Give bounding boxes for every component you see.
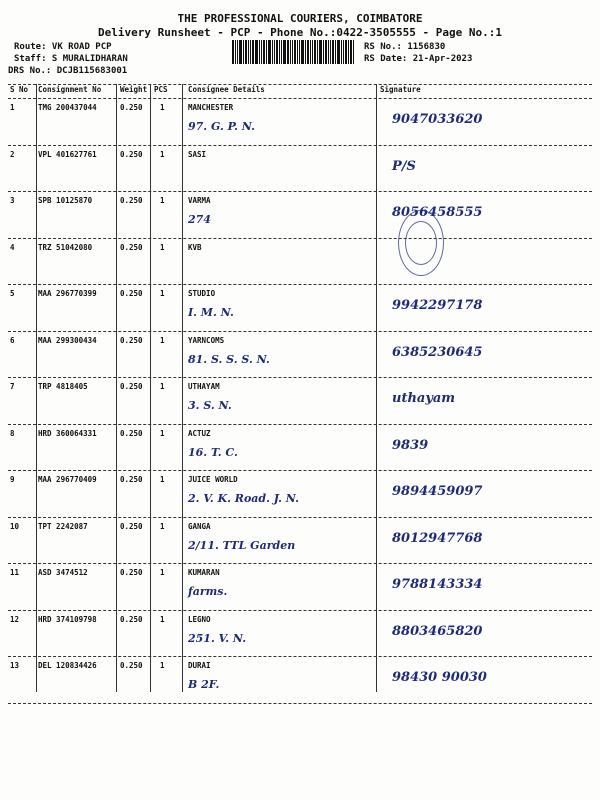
staff-label: Staff: S MURALIDHARAN bbox=[14, 54, 128, 64]
signature-text: 9942297178 bbox=[392, 298, 483, 313]
company-title: THE PROFESSIONAL COURIERS, COIMBATORE bbox=[177, 12, 423, 25]
cell-weight: 0.250 bbox=[120, 661, 143, 670]
cell-weight: 0.250 bbox=[120, 475, 143, 484]
cell-weight: 0.250 bbox=[120, 196, 143, 205]
table-row bbox=[8, 377, 592, 425]
cell-weight: 0.250 bbox=[120, 568, 143, 577]
cell-consignment: HRD 374109798 bbox=[38, 614, 97, 624]
table-row bbox=[8, 610, 592, 658]
cell-weight: 0.250 bbox=[120, 382, 143, 391]
table-row bbox=[8, 191, 592, 239]
cell-consignee: KUMARAN bbox=[188, 568, 220, 577]
cell-consignee: LEGNO bbox=[188, 614, 211, 624]
cell-consignment: TRZ 51042080 bbox=[38, 242, 93, 252]
cell-pcs: 1 bbox=[160, 521, 165, 531]
col-consignment: Consignment No bbox=[38, 85, 102, 94]
cell-consignment: TRP 4818405 bbox=[38, 382, 88, 391]
col-consignee: Consignee Details bbox=[188, 85, 265, 94]
table-row bbox=[8, 331, 592, 379]
handwritten-address: 274 bbox=[188, 213, 211, 226]
cell-sno: 13 bbox=[10, 661, 20, 670]
table-row bbox=[8, 284, 592, 332]
cell-consignment: DEL 120834426 bbox=[38, 661, 97, 670]
cell-pcs: 1 bbox=[160, 475, 165, 484]
table-header bbox=[8, 84, 592, 98]
rs-date: RS Date: 21-Apr-2023 bbox=[364, 54, 473, 64]
row-separator bbox=[8, 703, 592, 704]
cell-weight: 0.250 bbox=[120, 149, 143, 159]
cell-consignment: MAA 296770399 bbox=[38, 289, 97, 298]
cell-consignee: STUDIO bbox=[188, 289, 216, 298]
cell-pcs: 1 bbox=[160, 568, 165, 577]
table-row bbox=[8, 238, 592, 286]
signature-text: 6385230645 bbox=[392, 344, 483, 360]
col-pcs: PCS bbox=[154, 85, 168, 94]
cell-pcs: 1 bbox=[160, 196, 165, 205]
cell-pcs: 1 bbox=[160, 103, 165, 112]
handwritten-address: B 2F. bbox=[188, 678, 220, 691]
handwritten-address: 251. V. N. bbox=[188, 631, 247, 645]
handwritten-address: 97. G. P. N. bbox=[188, 120, 255, 133]
col-sno: S No bbox=[10, 85, 29, 94]
drs-label: DRS No.: DCJB115683001 bbox=[8, 66, 128, 76]
cell-consignee: GANGA bbox=[188, 521, 211, 531]
cell-weight: 0.250 bbox=[120, 103, 143, 112]
cell-sno: 6 bbox=[10, 335, 15, 345]
cell-pcs: 1 bbox=[160, 242, 165, 252]
cell-sno: 1 bbox=[10, 103, 15, 112]
signature-text: 9839 bbox=[392, 437, 429, 453]
handwritten-address: I. M. N. bbox=[188, 306, 234, 319]
cell-sno: 8 bbox=[10, 428, 15, 438]
cell-pcs: 1 bbox=[160, 614, 165, 624]
row-separator bbox=[8, 84, 592, 85]
cell-consignment: VPL 401627761 bbox=[38, 149, 97, 159]
cell-consignee: VARMA bbox=[188, 196, 211, 205]
cell-consignment: SPB 10125870 bbox=[38, 196, 93, 205]
route-label: Route: VK ROAD PCP bbox=[14, 42, 112, 52]
cell-pcs: 1 bbox=[160, 382, 165, 391]
cell-weight: 0.250 bbox=[120, 521, 143, 531]
handwritten-address: farms. bbox=[188, 585, 228, 598]
cell-pcs: 1 bbox=[160, 335, 165, 345]
cell-consignment: MAA 296770409 bbox=[38, 475, 97, 484]
cell-consignee: UTHAYAM bbox=[188, 382, 220, 391]
table-row bbox=[8, 470, 592, 518]
cell-sno: 5 bbox=[10, 289, 15, 298]
runsheet-subtitle: Delivery Runsheet - PCP - Phone No.:0422-3505555 - Page No.:1 bbox=[98, 26, 502, 39]
table-row bbox=[8, 145, 592, 193]
signature-text: 8056458555 bbox=[392, 205, 483, 220]
cell-weight: 0.250 bbox=[120, 428, 143, 438]
barcode bbox=[232, 40, 358, 64]
signature-text: 8803465820 bbox=[392, 623, 483, 639]
col-weight: Weight bbox=[120, 85, 148, 94]
col-signature: Signature bbox=[380, 85, 421, 94]
cell-sno: 2 bbox=[10, 149, 15, 159]
cell-pcs: 1 bbox=[160, 289, 165, 298]
rs-number: RS No.: 1156830 bbox=[364, 42, 446, 52]
signature-text: P/S bbox=[392, 158, 416, 174]
handwritten-address: 2. V. K. Road. J. N. bbox=[188, 492, 299, 505]
cell-weight: 0.250 bbox=[120, 289, 143, 298]
cell-weight: 0.250 bbox=[120, 335, 143, 345]
cell-consignee: JUICE WORLD bbox=[188, 475, 238, 484]
table-row bbox=[8, 98, 592, 146]
cell-consignment: MAA 299300434 bbox=[38, 335, 97, 345]
delivery-stamp bbox=[398, 210, 444, 276]
signature-text: 9894459097 bbox=[392, 484, 483, 499]
cell-consignee: MANCHESTER bbox=[188, 103, 234, 112]
cell-sno: 4 bbox=[10, 242, 15, 252]
signature-text: 8012947768 bbox=[392, 530, 483, 546]
table-row bbox=[8, 517, 592, 565]
cell-consignee: ACTUZ bbox=[188, 428, 211, 438]
table-row bbox=[8, 563, 592, 611]
signature-text: 9788143334 bbox=[392, 577, 483, 592]
cell-consignment: TPT 2242087 bbox=[38, 521, 88, 531]
cell-consignee: YARNCOMS bbox=[188, 335, 225, 345]
cell-weight: 0.250 bbox=[120, 614, 143, 624]
cell-sno: 12 bbox=[10, 614, 20, 624]
table-row bbox=[8, 656, 592, 704]
handwritten-address: 2/11. TTL Garden bbox=[188, 538, 296, 552]
cell-weight: 0.250 bbox=[120, 242, 143, 252]
cell-consignment: TMG 200437044 bbox=[38, 103, 97, 112]
cell-sno: 11 bbox=[10, 568, 20, 577]
handwritten-address: 81. S. S. S. N. bbox=[188, 352, 270, 366]
signature-text: 98430 90030 bbox=[392, 670, 487, 685]
cell-consignee: KVB bbox=[188, 242, 202, 252]
cell-sno: 3 bbox=[10, 196, 15, 205]
cell-consignment: ASD 3474512 bbox=[38, 568, 88, 577]
cell-consignee: DURAI bbox=[188, 661, 211, 670]
handwritten-address: 16. T. C. bbox=[188, 445, 238, 459]
signature-text: 9047033620 bbox=[392, 112, 483, 127]
signature-text: uthayam bbox=[392, 391, 456, 406]
cell-pcs: 1 bbox=[160, 661, 165, 670]
cell-consignee: SASI bbox=[188, 149, 207, 159]
cell-sno: 7 bbox=[10, 382, 15, 391]
cell-pcs: 1 bbox=[160, 149, 165, 159]
table-row bbox=[8, 424, 592, 472]
cell-sno: 10 bbox=[10, 521, 20, 531]
handwritten-address: 3. S. N. bbox=[188, 399, 232, 412]
cell-pcs: 1 bbox=[160, 428, 165, 438]
cell-sno: 9 bbox=[10, 475, 15, 484]
cell-consignment: HRD 360064331 bbox=[38, 428, 97, 438]
